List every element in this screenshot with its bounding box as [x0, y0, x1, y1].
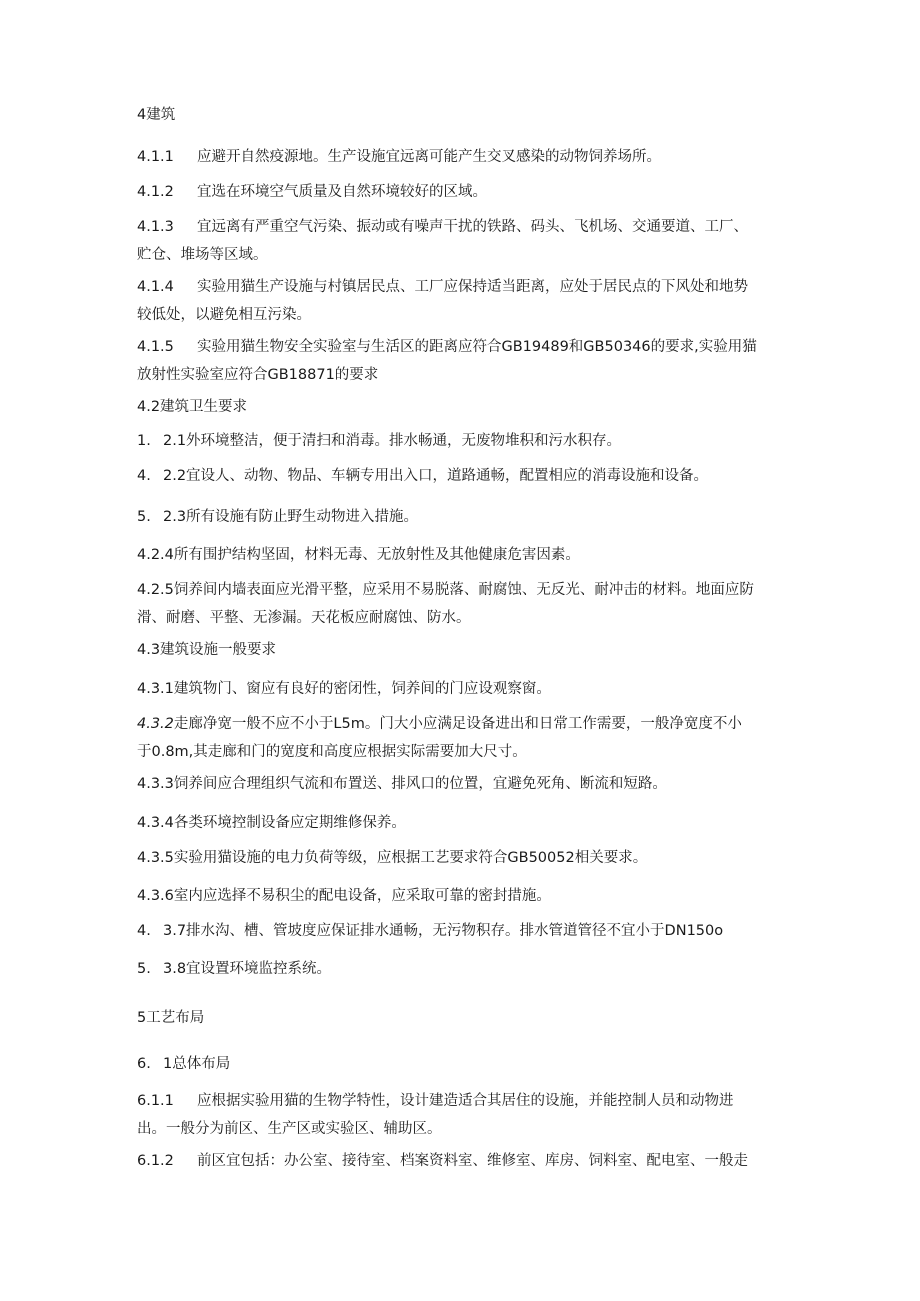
item-6-1-2 — [137, 1147, 787, 1175]
item-number: 4.1.1 — [137, 149, 174, 165]
item-text: 前区宜包括：办公室、接待室、档案资料室、维修室、库房、饲料室、配电室、一般走 — [197, 1153, 748, 1169]
heading-text: 4建筑 — [137, 107, 176, 123]
item-4-3-5 — [137, 844, 787, 872]
heading-text: 4.2建筑卫生要求 — [137, 399, 248, 415]
item-4-1-4 — [137, 273, 787, 329]
item-number: 4.3.2 — [137, 716, 174, 732]
item-4-3-3 — [137, 770, 787, 798]
item-number: 6.1.2 — [137, 1153, 174, 1169]
item-text: 3.7排水沟、槽、管坡度应保证排水通畅，无污物积存。排水管道管径不宜小于DN150o — [163, 923, 724, 939]
item-text: 4.3.5实验用猫设施的电力负荷等级，应根据工艺要求符合GB50052相关要求。 — [137, 850, 648, 866]
item-4-2-1 — [137, 427, 787, 455]
item-text-line-1: 应根据实验用猫的生物学特性，设计建造适合其居住的设施，并能控制人员和动物进 — [197, 1093, 734, 1109]
item-4-1-5 — [137, 333, 787, 389]
item-4-3-2 — [137, 710, 787, 766]
item-4-3-1 — [137, 675, 787, 703]
item-text-line-1: 4.2.5饲养间内墙表面应光滑平整，应采用不易脱落、耐腐蚀、无反光、耐冲击的材料。地面应防 — [137, 582, 754, 598]
item-number: 6.1.1 — [137, 1093, 174, 1109]
item-number: 4.1.5 — [137, 339, 174, 355]
item-4-1-1 — [137, 143, 787, 171]
item-number: 1. — [137, 433, 151, 449]
item-number: 5. — [137, 961, 151, 977]
item-text: 2.2宜设人、动物、物品、车辆专用出入口，道路通畅，配置相应的消毒设施和设备。 — [163, 468, 709, 484]
heading-text: 1总体布局 — [163, 1056, 231, 1072]
heading-number: 6. — [137, 1056, 151, 1072]
heading-text: 4.3建筑设施一般要求 — [137, 642, 277, 658]
item-number: 4. — [137, 923, 151, 939]
item-4-1-3 — [137, 213, 787, 269]
item-text: 4.3.6室内应选择不易积尘的配电设备，应采取可靠的密封措施。 — [137, 888, 551, 904]
item-4-2-2 — [137, 462, 787, 490]
item-text: 宜选在环境空气质量及自然环境较好的区域。 — [197, 184, 487, 200]
item-text-line-1: 宜远离有严重空气污染、振动或有噪声干扰的铁路、码头、飞机场、交通要道、工厂、 — [197, 219, 748, 235]
item-number: 4. — [137, 468, 151, 484]
item-4-2-5 — [137, 576, 787, 632]
item-text-line-2: 于0.8m,其走廊和门的宽度和高度应根据实际需要加大尺寸。 — [137, 744, 527, 760]
item-text-line-1: 实验用猫生物安全实验室与生活区的距离应符合GB19489和GB50346的要求,实验用猫 — [197, 339, 757, 355]
item-text: 4.3.3饲养间应合理组织气流和布置送、排风口的位置，宜避免死角、断流和短路。 — [137, 776, 667, 792]
item-text-line-2: 较低处，以避免相互污染。 — [137, 307, 311, 323]
section-4-heading — [137, 101, 787, 129]
item-text-line-1: 走廊净宽一般不应不小于L5m。门大小应满足设备进出和日常工作需要，一般净宽度不小 — [173, 716, 742, 732]
item-4-3-4 — [137, 809, 787, 837]
item-text: 4.3.1建筑物门、窗应有良好的密闭性，饲养间的门应设观察窗。 — [137, 681, 551, 697]
item-text: 4.2.4所有围护结构坚固，材料无毒、无放射性及其他健康危害因素。 — [137, 547, 580, 563]
item-number: 4.1.4 — [137, 279, 174, 295]
item-number: 4.1.2 — [137, 184, 174, 200]
item-4-3-8 — [137, 955, 787, 983]
section-6-1-heading — [137, 1050, 787, 1078]
item-number: 4.1.3 — [137, 219, 174, 235]
item-text-line-2: 贮仓、堆场等区域。 — [137, 247, 268, 263]
section-4-3-heading — [137, 636, 787, 664]
item-text: 3.8宜设置环境监控系统。 — [163, 961, 332, 977]
item-4-1-2 — [137, 178, 787, 206]
section-5-heading — [137, 1004, 787, 1032]
item-4-3-7 — [137, 917, 787, 945]
item-text-line-2: 放射性实验室应符合GB18871的要求 — [137, 367, 379, 383]
item-4-2-4 — [137, 541, 787, 569]
item-text: 应避开自然疫源地。生产设施宜远离可能产生交叉感染的动物饲养场所。 — [197, 149, 661, 165]
item-text: 2.3所有设施有防止野生动物进入措施。 — [163, 509, 419, 525]
section-4-2-heading — [137, 393, 787, 421]
item-text: 4.3.4各类环境控制设备应定期维修保养。 — [137, 815, 406, 831]
item-text: 2.1外环境整洁，便于清扫和消毒。排水畅通，无废物堆积和污水积存。 — [163, 433, 622, 449]
item-4-2-3 — [137, 503, 787, 531]
item-text-line-2: 出。一般分为前区、生产区或实验区、辅助区。 — [137, 1121, 442, 1137]
heading-text: 5工艺布局 — [137, 1010, 205, 1026]
item-4-3-6 — [137, 882, 787, 910]
item-text-line-1: 实验用猫生产设施与村镇居民点、工厂应保持适当距离，应处于居民点的下风处和地势 — [197, 279, 748, 295]
item-6-1-1 — [137, 1087, 787, 1143]
item-number: 5. — [137, 509, 151, 525]
item-text-line-2: 滑、耐磨、平整、无渗漏。天花板应耐腐蚀、防水。 — [137, 610, 471, 626]
